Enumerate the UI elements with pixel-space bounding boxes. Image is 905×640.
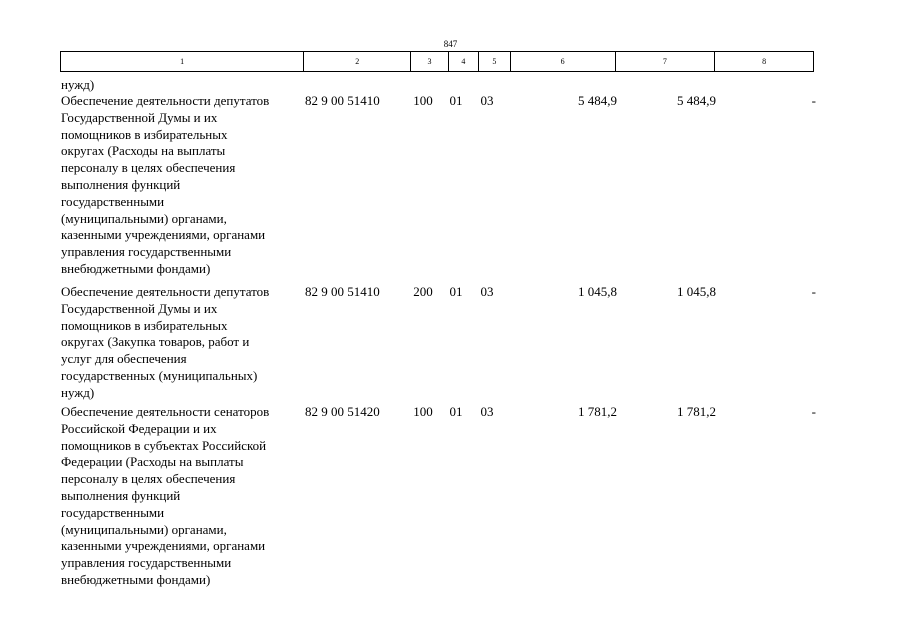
row-col-7: 5 484,9 <box>677 93 716 108</box>
row-col-5: 03 <box>480 93 494 108</box>
column-header-6: 6 <box>511 52 616 71</box>
row-description: Обеспечение деятельности депутатов Государственной Думы и их помощников в избирательных округах (Закупка товаров, работ и услуг для обеспечения государственных (муниципальных) нужд) <box>61 284 270 400</box>
column-header-7: 7 <box>616 52 716 71</box>
row-code: 82 9 00 51410 <box>305 284 380 299</box>
row-col-3: 100 <box>413 404 433 419</box>
page-number: 847 <box>443 39 458 49</box>
row-code: 82 9 00 51410 <box>305 93 380 108</box>
row-col-4: 01 <box>449 284 463 299</box>
row-col-6: 1 045,8 <box>578 284 617 299</box>
row-col-7: 1 781,2 <box>677 404 716 419</box>
column-header-8: 8 <box>762 57 767 66</box>
row-col-8: - <box>811 404 816 419</box>
row-col-4: 01 <box>449 404 463 419</box>
column-header-5: 5 <box>479 52 511 71</box>
row-col-8: - <box>811 284 816 299</box>
row-col-8: - <box>811 93 816 108</box>
row-col-5: 03 <box>480 284 494 299</box>
row-col-6: 1 781,2 <box>578 404 617 419</box>
row-description: Обеспечение деятельности сенаторов Российской Федерации и их помощников в субъектах Российской Федерации (Расходы на выплаты персоналу в целях обеспечения выполнения функций государственными (муниципальными) органами, казенными учреждениями, органами управления государственными внебюджетными фондами) <box>61 404 270 587</box>
row-col-5: 03 <box>480 404 494 419</box>
column-header-3: 3 <box>411 52 449 71</box>
row-col-7: 1 045,8 <box>677 284 716 299</box>
column-header-1: 1 <box>61 52 304 71</box>
row-col-3: 200 <box>413 284 433 299</box>
column-header-4: 4 <box>449 52 479 71</box>
row-col-4: 01 <box>449 93 463 108</box>
row-code: 82 9 00 51420 <box>305 404 380 419</box>
row-description: Обеспечение деятельности депутатов Государственной Думы и их помощников в избирательных округах (Расходы на выплаты персоналу в целях обеспечения выполнения функций государственными (муниципальными) органами, казенными учреждениями, органами управления государственными внебюджетными фондами) <box>61 93 270 276</box>
continuation-text: нужд) <box>61 77 95 92</box>
row-col-3: 100 <box>413 93 433 108</box>
row-col-6: 5 484,9 <box>578 93 617 108</box>
column-header-2: 2 <box>304 52 411 71</box>
